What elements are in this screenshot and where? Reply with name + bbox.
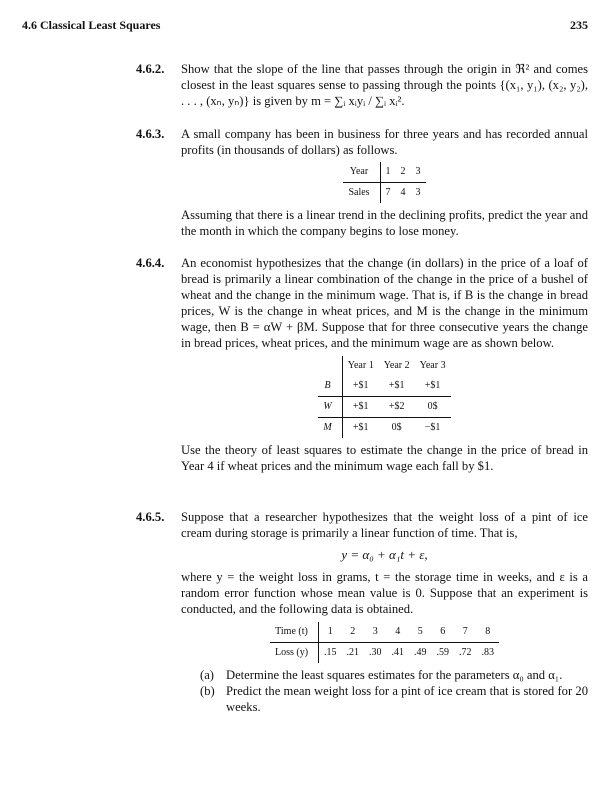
model-equation: y = α₀ + α₁t + ε, — [341, 547, 428, 563]
exercise-4-6-2 — [136, 61, 588, 109]
table-cell: 4 — [400, 187, 406, 199]
exercise-number: 4.6.3. — [136, 127, 165, 141]
table-row-label: W — [318, 396, 342, 417]
table-cell: +$1 — [415, 376, 451, 397]
subpart-b — [200, 683, 588, 715]
exercise-intro: A small company has been in business for three years and has recorded annual profits (in thousands of dollars) as follows. — [181, 127, 588, 158]
exercise-4-6-3 — [136, 126, 588, 239]
table-cell: 0$ — [415, 396, 451, 417]
sales-table — [343, 162, 425, 203]
table-cell: .41 — [391, 646, 405, 658]
table-cell: +$1 — [342, 376, 378, 397]
table-cell: 2 — [396, 162, 411, 183]
table-cell: .21 — [346, 646, 360, 658]
subpart-text: Determine the least squares estimates for the parameters α₀ and α₁. — [226, 667, 563, 682]
table-header: Year 3 — [419, 359, 446, 371]
table-cell: .72 — [459, 646, 472, 658]
table-cell: 1 — [380, 162, 396, 183]
table-cell: .30 — [369, 646, 382, 658]
running-head — [22, 18, 588, 34]
table-cell: +$1 — [352, 421, 369, 433]
table-cell: .83 — [481, 646, 495, 658]
table-header: Year 2 — [383, 359, 410, 371]
table-row-label: Sales — [343, 183, 380, 204]
table-cell: 7 — [454, 622, 477, 643]
exercise-intro: Suppose that a researcher hypothesizes that the weight loss of a pint of ice cream during storage is primarily a linear function of time. That is, — [181, 510, 588, 541]
page-number: 235 — [570, 18, 588, 32]
table-row-label: Time (t) — [270, 622, 319, 643]
exercise-text: Show that the slope of the line that passes through the origin in ℜ² and comes closest in the least squares sense to passing through the points {(x₁, y₁), (x₂, y₂), . . . , (xₙ, yₙ)} is given by m = ∑ᵢ xᵢyᵢ / ∑ᵢ xᵢ². — [181, 62, 588, 109]
exercise-intro: An economist hypothesizes that the change (in dollars) in the price of a loaf of bread is primarily a linear combination of the change in the price of a bushel of wheat and the change in the minimum wage. That is, if B is the change in bread prices, W is the change in wheat prices, and M is the change in the minimum wage, then B = αW + βM. Suppose that for three consecutive years the change in bread prices, wheat prices, and the minimum wage are as shown below. — [181, 256, 588, 351]
section-title: 4.6 Classical Least Squares — [22, 18, 161, 32]
exercise-number: 4.6.4. — [136, 256, 165, 270]
exercise-outro: Use the theory of least squares to estimate the change in the price of bread in Year 4 if wheat prices and the minimum wage each fall by $1. — [181, 442, 588, 473]
table-cell: +$1 — [342, 396, 378, 417]
table-cell: 1 — [319, 622, 342, 643]
table-cell: 7 — [385, 187, 391, 199]
table-row-label: M — [318, 417, 342, 438]
table-cell: 3 — [415, 187, 421, 199]
price-change-table — [318, 356, 450, 438]
table-cell: +$1 — [379, 376, 415, 397]
table-row-label: Loss (y) — [270, 642, 319, 663]
table-row-label: B — [318, 376, 342, 397]
table-header: Year 1 — [347, 359, 374, 371]
table-cell: +$2 — [379, 396, 415, 417]
exercise-number: 4.6.2. — [136, 62, 165, 76]
table-cell: 5 — [409, 622, 432, 643]
table-cell: 0$ — [391, 421, 402, 433]
exercise-4-6-5 — [136, 509, 588, 715]
exercise-middle: where y = the weight loss in grams, t = the storage time in weeks, and ε is a random error function whose mean value is 0. Suppose that an experiment is conducted, and the following data is obtained. — [181, 570, 588, 617]
exercise-outro: Assuming that there is a linear trend in the declining profits, predict the year and the month in which the company begins to lose money. — [181, 208, 588, 239]
subpart-label: (a) — [200, 667, 214, 682]
table-row-label: Year — [343, 162, 380, 183]
table-cell: −$1 — [424, 421, 441, 433]
subpart-text: Predict the mean weight loss for a pint of ice cream that is stored for 20 weeks. — [226, 683, 588, 714]
subpart-label: (b) — [200, 683, 215, 698]
table-cell: 3 — [411, 162, 426, 183]
table-cell: 4 — [387, 622, 410, 643]
table-cell: .59 — [436, 646, 450, 658]
table-cell: 3 — [364, 622, 387, 643]
subpart-a — [200, 667, 588, 683]
ice-cream-table — [270, 622, 499, 663]
table-cell: 8 — [477, 622, 500, 643]
exercise-number: 4.6.5. — [136, 510, 165, 524]
exercise-4-6-4 — [136, 255, 588, 474]
table-cell: 2 — [342, 622, 365, 643]
table-cell: .49 — [414, 646, 427, 658]
table-cell: 6 — [432, 622, 455, 643]
table-cell: .15 — [324, 646, 337, 658]
